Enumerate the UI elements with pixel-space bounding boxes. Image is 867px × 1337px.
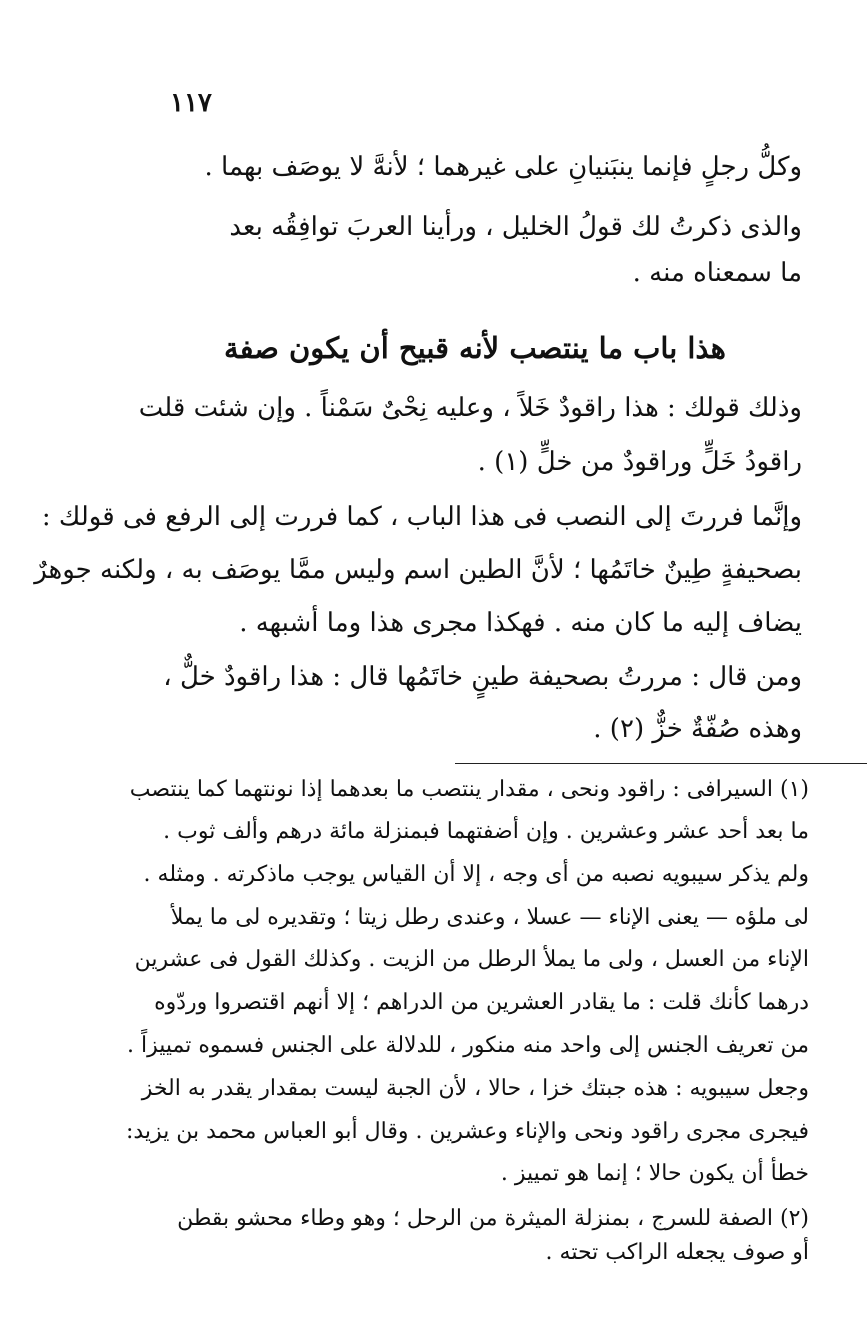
footnote-line: وجعل سيبويه : هذه جبتك خزا ، حالا ، لأن الجبة ليست بمقدار يقدر به الخز [141, 1076, 809, 1101]
body-line: وكلُّ رجلٍ فإنما ينبَنيانِ على غيرهما ؛ لأنهَّ لا يوصَف بهما . [204, 152, 802, 182]
footnote-separator [455, 763, 867, 764]
body-line: وإنَّما فررتَ إلى النصب فى هذا الباب ، كما فررت إلى الرفع فى قولك : [41, 502, 802, 532]
footnote-line: من تعريف الجنس إلى واحد منه منكور ، للدلالة على الجنس فسموه تمييزاً . [127, 1033, 809, 1058]
body-line: يضاف إليه ما كان منه . فهكذا مجرى هذا وما أشبهه . [239, 608, 802, 638]
footnote-line: خطأ أن يكون حالا ؛ إنما هو تمييز . [500, 1161, 809, 1186]
footnote-line: ولم يذكر سيبويه نصبه من أى وجه ، إلا أن القياس يوجب ماذكرته . ومثله . [143, 862, 809, 887]
footnote-line: لى ملؤه — يعنى الإناء — عسلا ، وعندى رطل زيتا ؛ وتقديره لى ما يملأ [170, 905, 809, 930]
chapter-heading: هذا باب ما ينتصب لأنه قبيح أن يكون صفة [224, 331, 726, 365]
footnote-line: ما بعد أحد عشر وعشرين . وإن أضفتهما فبمنزلة مائة درهم وألف ثوب . [163, 819, 809, 844]
body-line: ما سمعناه منه . [632, 258, 802, 288]
footnote-line: (١) السيرافى : راقود ونحى ، مقدار ينتصب ما بعدهما إذا نونتهما كما ينتصب [129, 777, 809, 802]
body-line: بصحيفةٍ طِينٌ خاتَمُها ؛ لأنَّ الطين اسم وليس ممَّا يوصَف به ، ولكنه جوهرٌ [34, 555, 802, 585]
body-line: ومن قال : مررتُ بصحيفة طينٍ خاتَمُها قال : هذا راقودٌ خلٌّ ، [163, 662, 802, 692]
footnote-line: (٢) الصفة للسرج ، بمنزلة الميثرة من الرحل ؛ وهو وطاء محشو بقطن [177, 1206, 809, 1231]
footnote-line: الإناء من العسل ، ولى ما يملأ الرطل من الزيت . وكذلك القول فى عشرين [134, 947, 809, 972]
footnote-line: درهما كأنك قلت : ما يقادر العشرين من الدراهم ؛ إلا أنهم اقتصروا وردّوه [154, 990, 809, 1015]
footnote-line: أو صوف يجعله الراكب تحته . [545, 1240, 809, 1265]
page-number: ١١٧ [170, 88, 212, 118]
body-line: والذى ذكرتُ لك قولُ الخليل ، ورأينا العربَ توافِقُه بعد [229, 212, 802, 242]
body-line: راقودُ خَلٍّ وراقودٌ من خلٍّ (١) . [477, 447, 802, 477]
body-line: وذلك قولك : هذا راقودٌ خَلاً ، وعليه نِحْىٌ سَمْناً . وإن شئت قلت [138, 393, 802, 423]
footnote-line: فيجرى مجرى راقود ونحى والإناء وعشرين . وقال أبو العباس محمد بن يزيد: [125, 1119, 809, 1144]
body-line: وهذه صُفّةٌ خزٌّ (٢) . [593, 714, 802, 744]
